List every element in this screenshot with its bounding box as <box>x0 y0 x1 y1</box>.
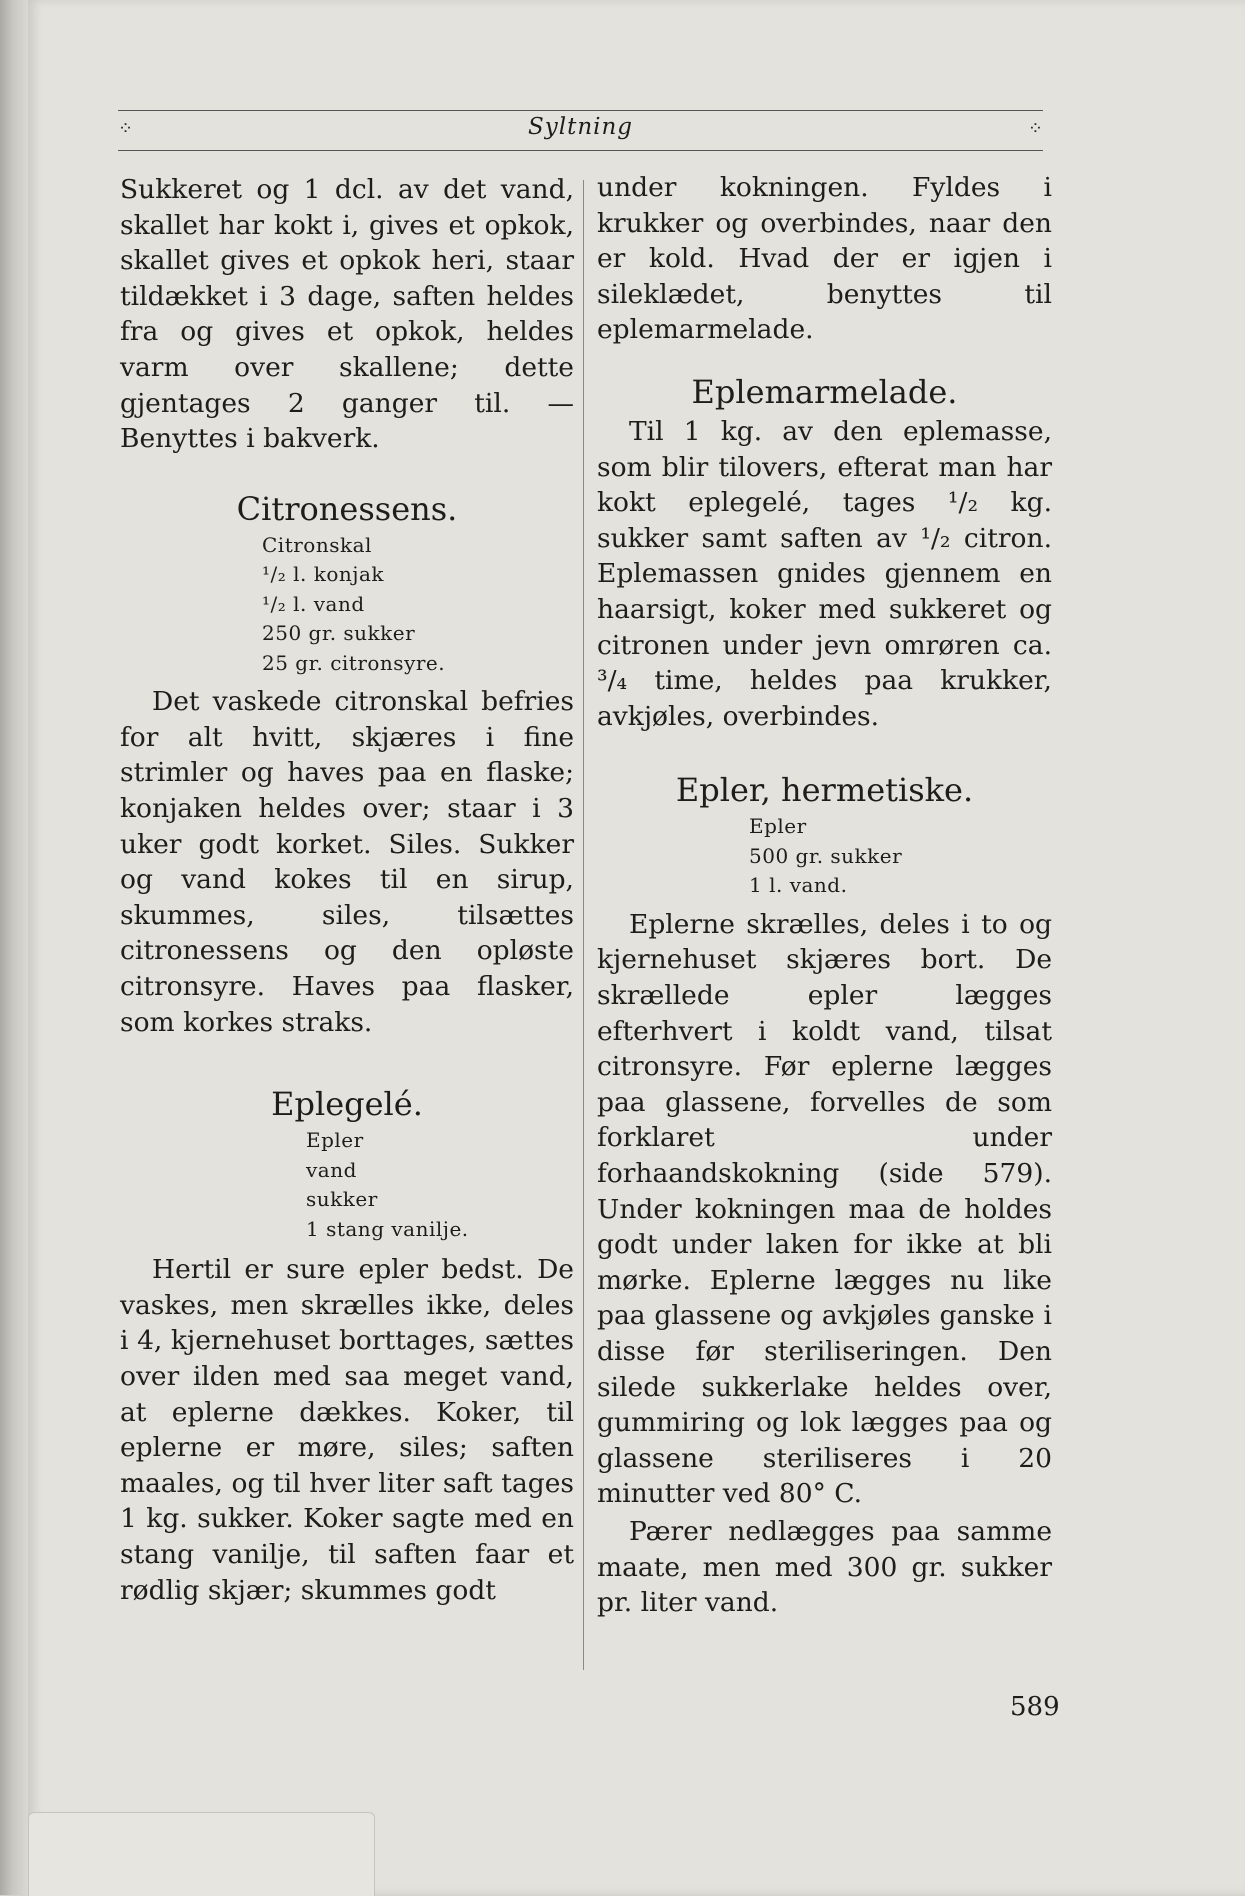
running-title: Syltning <box>527 114 634 140</box>
ingredient-item: 1 stang vanilje. <box>306 1216 469 1241</box>
recipe-text-eplegele: Hertil er sure epler bedst. De vaskes, men skrælles ikke, deles i 4, kjernehuset borttages, sættes over ilden med saa meget vand, at eplerne dækkes. Koker, til eplerne er møre, siles; saften maales, og til hver liter saft tages 1 kg. sukker. Koker sagte med en stang vanilje, til saften faar et rødlig skjær; skummes godt <box>120 1254 574 1606</box>
column-divider <box>583 180 584 1670</box>
ornament-left-icon: ⁘ <box>118 118 134 139</box>
recipe-title-epler-hermetiske: Epler, hermetiske. <box>675 771 974 810</box>
recipe-title-citronessens: Citronessens. <box>236 489 458 528</box>
ingredient-list-citronessens <box>262 531 574 679</box>
header-rule-top <box>118 110 1043 111</box>
ingredient-item: ¹/₂ l. konjak <box>262 562 385 587</box>
ingredient-item: vand <box>306 1157 357 1182</box>
ingredient-item: 25 gr. citronsyre. <box>262 650 446 675</box>
continued-paragraph: under kokningen. Fyldes i krukker og overbindes, naar den er kold. Hvad der er igjen i sileklædet, benyttes til eplemarmelade. <box>597 172 1052 346</box>
ingredient-item: Epler <box>749 814 807 839</box>
recipe-text-paerer: Pærer nedlægges paa samme maate, men med 300 gr. sukker pr. liter vand. <box>597 1515 1052 1619</box>
ingredient-item: 1 l. vand. <box>749 873 848 898</box>
recipe-text-epler-hermetiske: Eplerne skrælles, deles i to og kjernehuset skjæres bort. De skrællede epler lægges efterhvert i koldt vand, tilsat citronsyre. Før eplerne lægges paa glassene, forvelles de som forklaret under forhaandskokning (side 579). Under kokningen maa de holdes godt under laken for ikke at bli mørke. Eplerne lægges nu like paa glassene og avkjøles ganske i disse før steriliseringen. Den silede sukkerlake heldes over, gummiring og lok lægges paa og glassene steriliseres i 20 minutter ved 80° C. <box>597 908 1052 1510</box>
ingredient-item: Citronskal <box>262 532 372 557</box>
ornament-right-icon: ⁘ <box>1027 118 1043 139</box>
ingredient-item: 500 gr. sukker <box>749 843 903 868</box>
recipe-title-eplegele: Eplegelé. <box>271 1085 423 1124</box>
ingredient-item: ¹/₂ l. vand <box>262 591 365 616</box>
right-column <box>597 170 1052 1621</box>
recipe-title-eplemarmelade: Eplemarmelade. <box>691 372 958 411</box>
recipe-text-citronessens: Det vaskede citronskal befries for alt hvitt, skjæres i fine strimler og haves paa en flaske; konjaken heldes over; staar i 3 uker godt korket. Siles. Sukker og vand kokes til en sirup, skummes, siles, tilsættes citronessens og den opløste citronsyre. Haves paa flasker, som korkes straks. <box>120 686 574 1038</box>
book-spine-shadow <box>0 0 28 1895</box>
ingredient-item: Epler <box>306 1128 364 1153</box>
page-tab-edge <box>28 1812 375 1896</box>
left-column <box>120 172 574 1608</box>
ingredient-item: sukker <box>306 1187 378 1212</box>
running-header <box>118 104 1043 154</box>
recipe-text-eplemarmelade: Til 1 kg. av den eplemasse, som blir tilovers, efterat man har kokt eplegelé, tages ¹/₂ kg. sukker samt saften av ¹/₂ citron. Eplemassen gnides gjennem en haarsigt, koker med sukkeret og citronen under jevn omrøren ca. ³/₄ time, heldes paa krukker, avkjøles, overbindes. <box>597 415 1052 732</box>
continued-paragraph: Sukkeret og 1 dcl. av det vand, skallet har kokt i, gives et opkok, skallet gives et opkok heri, staar tildækket i 3 dage, saften heldes fra og gives et opkok, heldes varm over skallene; dette gjentages 2 ganger til. — Benyttes i bakverk. <box>120 174 574 455</box>
header-rule-bottom <box>118 150 1043 151</box>
ingredient-list-epler-hermetiske <box>749 812 1052 901</box>
ingredient-item: 250 gr. sukker <box>262 621 416 646</box>
ingredient-list-eplegele <box>306 1126 574 1244</box>
page-number: 589 <box>1010 1692 1060 1722</box>
